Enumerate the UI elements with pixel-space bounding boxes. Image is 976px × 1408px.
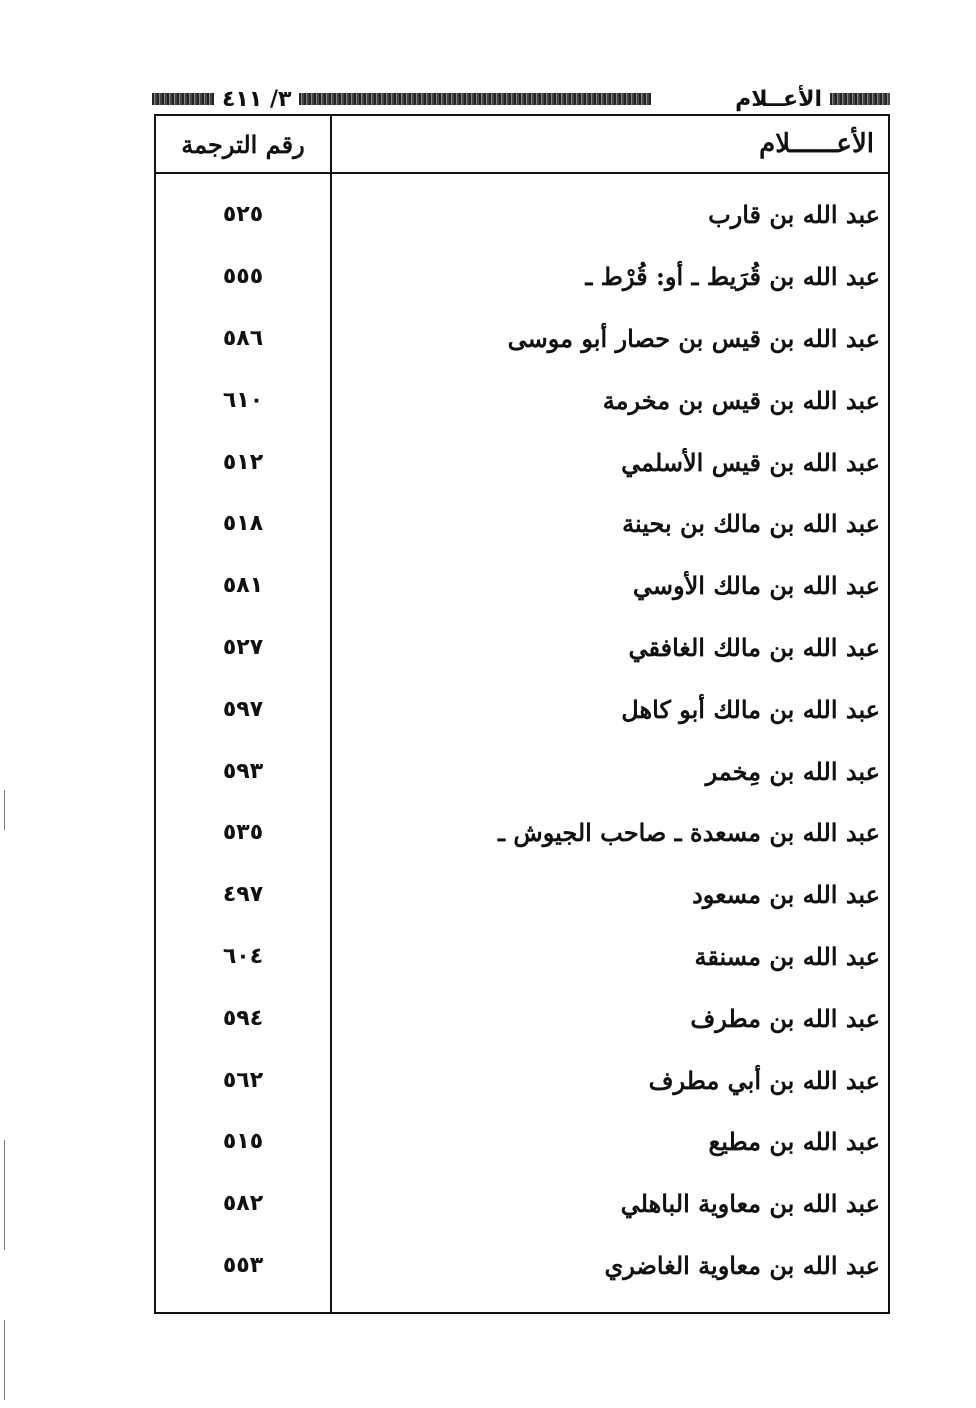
page-number: ٣/ ٤١١ <box>222 86 292 112</box>
entry-number: ٤٩٧ <box>222 882 264 908</box>
entry-name: عبد الله بن مالك الغافقي <box>628 632 880 662</box>
entry-number: ٥١٥ <box>222 1129 264 1155</box>
entry-name: عبد الله بن مالك أبو كاهل <box>621 694 880 724</box>
entry-name: عبد الله بن مسعود <box>692 880 880 910</box>
entry-number: ٥٩٤ <box>222 1005 264 1031</box>
entry-number: ٥٩٣ <box>222 758 264 784</box>
entry-name: عبد الله بن مطرف <box>690 1003 880 1033</box>
table-row <box>156 431 888 493</box>
table-row <box>156 246 888 308</box>
table-row <box>156 617 888 679</box>
running-title: الأعــلام <box>735 86 822 112</box>
ornament-bar <box>830 93 890 105</box>
table-row <box>156 926 888 988</box>
table-row <box>156 1235 888 1297</box>
ornament-bar <box>152 93 214 105</box>
entry-name: عبد الله بن مالك بن بحينة <box>622 509 880 539</box>
entry-number: ٥٨٢ <box>222 1191 264 1217</box>
table-row <box>156 493 888 555</box>
table-body <box>156 184 888 1296</box>
table-row <box>156 308 888 370</box>
running-header <box>152 84 890 114</box>
entry-number: ٥١٢ <box>222 449 264 475</box>
entry-name: عبد الله بن معاوية الباهلي <box>620 1189 880 1219</box>
entry-number: ٦١٠ <box>222 387 264 413</box>
table-row <box>156 864 888 926</box>
entry-number: ٥١٨ <box>222 511 264 537</box>
entry-number: ٥٥٥ <box>222 264 264 290</box>
name-column-header: الأعــــــلام <box>759 129 874 159</box>
entry-number: ٥٢٧ <box>222 634 264 660</box>
running-header-right <box>670 84 890 114</box>
table-row <box>156 184 888 246</box>
entry-number: ٥٥٣ <box>222 1252 264 1278</box>
entry-name: عبد الله بن قيس بن مخرمة <box>602 385 880 415</box>
entry-name: عبد الله بن مالك الأوسي <box>632 571 880 601</box>
table-header <box>156 116 888 174</box>
entry-number: ٥٦٢ <box>222 1067 264 1093</box>
table-row <box>156 987 888 1049</box>
scan-edge-mark <box>4 790 5 830</box>
ornament-bar <box>299 93 651 105</box>
table-row <box>156 1111 888 1173</box>
entry-number: ٥٨١ <box>222 573 264 599</box>
entry-number: ٥٣٥ <box>222 820 264 846</box>
entry-name: عبد الله بن قارب <box>708 200 880 230</box>
scan-edge-mark <box>4 1140 5 1250</box>
table-row <box>156 555 888 617</box>
entry-number: ٥٨٦ <box>222 325 264 351</box>
entry-name: عبد الله بن قُرَيط ـ أو: قُرْط ـ <box>585 262 880 292</box>
entry-name: عبد الله بن قيس بن حصار أبو موسى <box>507 323 880 353</box>
index-table <box>154 114 890 1314</box>
table-row <box>156 1173 888 1235</box>
entry-number: ٦٠٤ <box>222 943 264 969</box>
entry-number: ٥٩٧ <box>222 696 264 722</box>
entry-name: عبد الله بن أبي مطرف <box>648 1065 880 1095</box>
entry-name: عبد الله بن مطيع <box>708 1127 880 1157</box>
table-row <box>156 678 888 740</box>
entry-name: عبد الله بن مِخمر <box>705 756 880 786</box>
entry-name: عبد الله بن قيس الأسلمي <box>621 447 880 477</box>
number-column-header: رقم الترجمة <box>181 129 305 159</box>
entry-name: عبد الله بن مسعدة ـ صاحب الجيوش ـ <box>498 818 880 848</box>
table-row <box>156 802 888 864</box>
running-header-left <box>152 84 672 114</box>
table-row <box>156 369 888 431</box>
entry-number: ٥٢٥ <box>222 202 264 228</box>
table-row <box>156 740 888 802</box>
table-row <box>156 1049 888 1111</box>
entry-name: عبد الله بن مسنقة <box>694 941 880 971</box>
entry-name: عبد الله بن معاوية الغاضري <box>604 1250 880 1280</box>
scan-edge-mark <box>4 1320 5 1400</box>
